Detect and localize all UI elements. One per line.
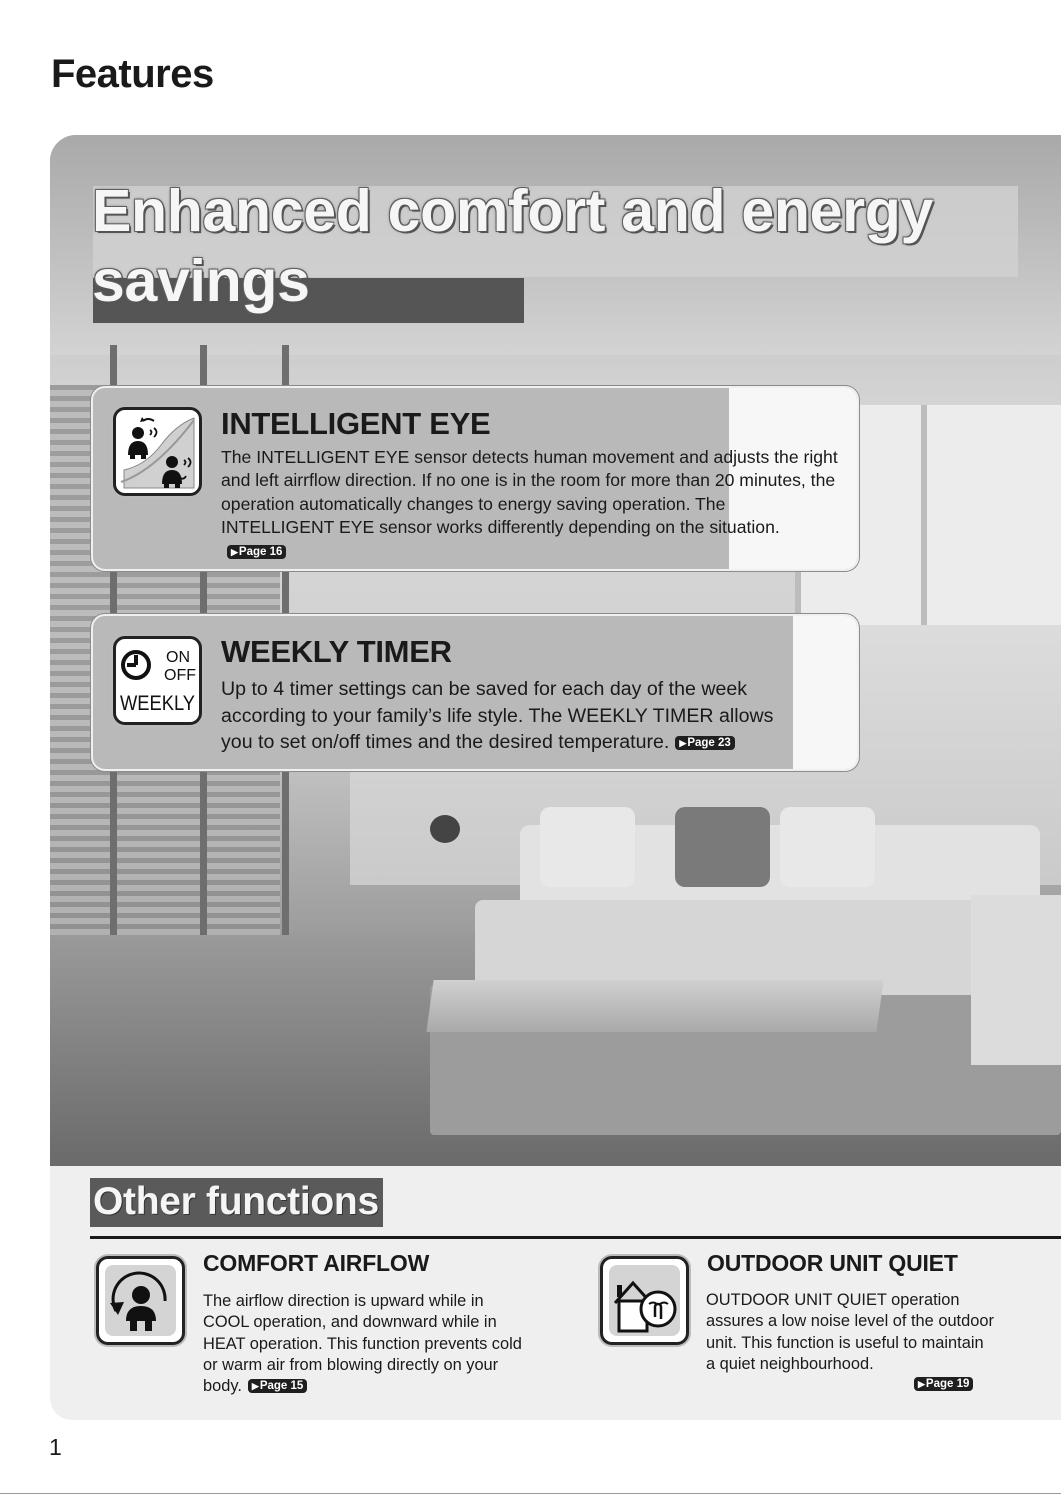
feature-title: WEEKLY TIMER: [221, 634, 452, 669]
hero-heading: Enhanced comfort and energy savings: [92, 178, 934, 314]
page-bottom-rule: [0, 1493, 1061, 1494]
play-arrow-icon: ▶: [231, 546, 238, 557]
function-title: OUTDOOR UNIT QUIET: [707, 1250, 958, 1276]
page-title: Features: [51, 52, 214, 96]
page-ref-23[interactable]: ▶Page 23: [675, 736, 734, 750]
feature-description: Up to 4 timer settings can be saved for each day of the week according to your family’s life style. The WEEKLY TIMER allows you to set on/off times and the desired temperature. ▶Page 23: [221, 678, 774, 753]
function-title: COMFORT AIRFLOW: [203, 1250, 430, 1276]
intelligent-eye-icon: [113, 407, 202, 496]
page-number: 1: [49, 1434, 62, 1460]
timer-icon-on-text: ON: [166, 649, 190, 666]
function-description: OUTDOOR UNIT QUIET operation assures a low noise level of the outdoor unit. This function is useful to maintain a quiet neighbourhood.: [706, 1291, 994, 1373]
comfort-airflow-icon: [96, 1256, 185, 1345]
play-arrow-icon: ▶: [918, 1379, 925, 1389]
play-arrow-icon: ▶: [679, 738, 687, 748]
timer-icon-off-text: OFF: [164, 667, 196, 684]
timer-icon-weekly-text: WEEKLY: [120, 692, 195, 715]
feature-card-intelligent-eye: [91, 386, 859, 571]
weekly-timer-icon: [113, 636, 202, 725]
section-divider: [90, 1236, 1061, 1239]
feature-card-weekly-timer: [91, 614, 859, 771]
outdoor-unit-quiet-icon: [600, 1256, 689, 1345]
function-description: The airflow direction is upward while in COOL operation, and downward while in HEAT operation. This function prevents cold or warm air from blowing directly on your body. ▶Page 15: [203, 1292, 522, 1396]
play-arrow-icon: ▶: [251, 1381, 259, 1392]
page-ref-16[interactable]: ▶Page 16: [227, 545, 286, 559]
other-functions-heading: Other functions: [90, 1178, 383, 1227]
feature-title: INTELLIGENT EYE: [221, 406, 491, 441]
feature-description: The INTELLIGENT EYE sensor detects human movement and adjusts the right and left airrflow direction. If no one is in the room for more than 20 minutes, the operation automatically changes to energy saving operation. The INTELLIGENT EYE sensor works differently depending on the situation.▶Page 16: [221, 447, 838, 558]
page-ref-19[interactable]: ▶Page 19: [914, 1377, 973, 1391]
page-ref-15[interactable]: ▶Page 15: [248, 1379, 307, 1393]
